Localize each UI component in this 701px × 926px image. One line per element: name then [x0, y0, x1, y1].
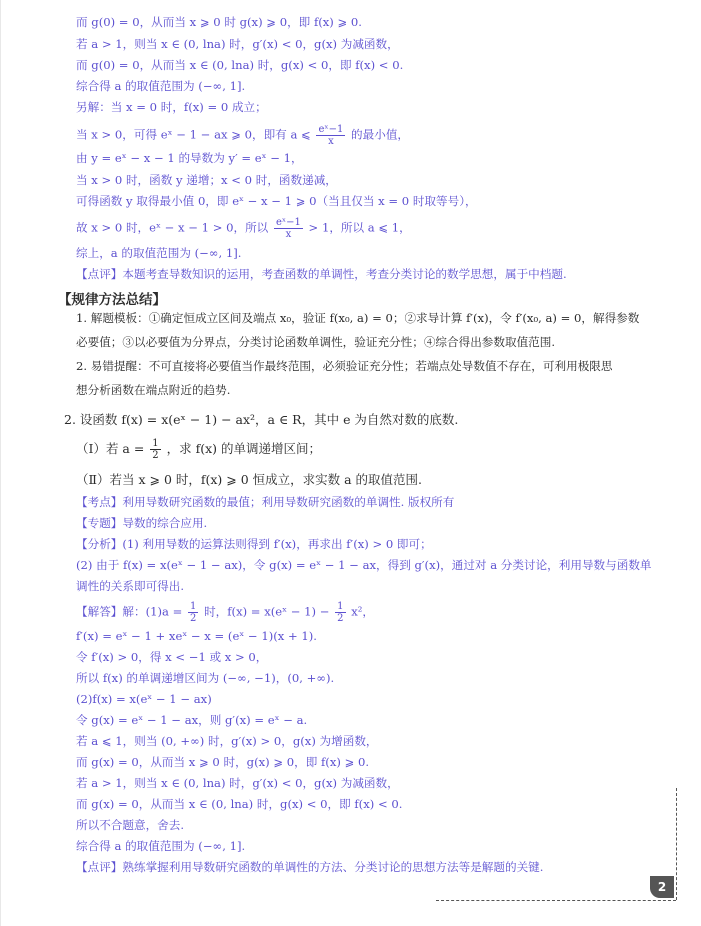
- fraction: [335, 601, 345, 624]
- fraction: [150, 438, 160, 461]
- problem-part-1: [76, 438, 321, 461]
- fraction-denominator: x: [285, 229, 292, 240]
- text-segment: 故 x > 0 时，eˣ − x − 1 > 0，所以: [76, 220, 269, 235]
- text-line: 而 g(x) = 0，从而当 x ⩾ 0 时，g(x) ⩾ 0，即 f(x) ⩾ 0.: [76, 755, 370, 769]
- text-line: 1. 解题模板：①确定恒成立区间及端点 x₀，验证 f(x₀, a) = 0；②求导计算 f′(x)，令 f′(x₀, a) = 0，解得参数: [76, 311, 640, 325]
- text-line: 【考点】利用导数研究函数的最值；利用导数研究函数的单调性. 版权所有: [76, 495, 455, 509]
- text-line: 所以不合题意，舍去.: [76, 818, 185, 832]
- text-line: 而 g(0) = 0，从而当 x ⩾ 0 时 g(x) ⩾ 0，即 f(x) ⩾ 0.: [76, 15, 362, 29]
- comment-line: 【点评】本题考查导数知识的运用，考查函数的单调性，考查分类讨论的数学思想，属于中档题.: [76, 267, 567, 281]
- text-line: 【专题】导数的综合应用.: [76, 516, 208, 530]
- text-line: 可得函数 y 取得最小值 0，即 eˣ − x − 1 ⩾ 0（当且仅当 x = 0 时取等号），: [76, 194, 477, 208]
- text-line: (2) 由于 f(x) = x(eˣ − 1 − ax)，令 g(x) = eˣ − 1 − ax，得到 g′(x)，通过对 a 分类讨论，利用导数与函数单: [76, 558, 652, 572]
- text-line: 所以 f(x) 的单调递增区间为 (−∞, −1)，(0, +∞).: [76, 671, 335, 685]
- fraction-numerator: eˣ−1: [318, 124, 344, 135]
- text-line: 【分析】(1) 利用导数的运算法则得到 f′(x)，再求出 f′(x) > 0 即可；: [76, 537, 432, 551]
- fraction: [188, 601, 198, 624]
- text-segment: 当 x > 0，可得 eˣ − 1 − ax ⩾ 0，即有 a ⩽: [76, 127, 311, 142]
- text-segment: x²，: [351, 604, 374, 619]
- text-segment: > 1，所以 a ⩽ 1，: [308, 220, 411, 235]
- problem-part-2: （Ⅱ）若当 x ⩾ 0 时，f(x) ⩾ 0 恒成立，求实数 a 的取值范围.: [76, 472, 423, 487]
- text-line: 而 g(0) = 0，从而当 x ∈ (0, lna) 时，g(x) < 0，即 f(x) < 0.: [76, 58, 404, 72]
- page-number: 2: [650, 876, 674, 898]
- fraction-denominator: x: [328, 136, 334, 147]
- text-line: 若 a ⩽ 1，则当 (0, +∞) 时，g′(x) > 0，g(x) 为增函数，: [76, 734, 378, 748]
- text-line: 综合得 a 的取值范围为 (−∞, 1].: [76, 839, 246, 853]
- text-line-with-fraction: [76, 124, 409, 147]
- text-segment: （Ⅰ）若 a =: [76, 441, 145, 456]
- text-line: 另解：当 x = 0 时，f(x) = 0 成立；: [76, 100, 267, 114]
- text-line-with-fraction: [76, 217, 411, 240]
- text-segment: ，求 f(x) 的单调递增区间；: [166, 441, 322, 456]
- text-line: 令 f′(x) > 0，得 x < −1 或 x > 0，: [76, 650, 268, 664]
- comment-line: 【点评】熟练掌握利用导数研究函数的单调性的方法、分类讨论的思想方法等是解题的关键.: [76, 860, 544, 874]
- page-border-dashed-right: [676, 788, 677, 900]
- fraction-numerator: 1: [337, 601, 344, 612]
- text-segment: 时，f(x) = x(eˣ − 1) −: [204, 604, 330, 619]
- text-line: 当 x > 0 时，函数 y 递增；x < 0 时，函数递减，: [76, 173, 337, 187]
- text-line: 调性的关系即可得出.: [76, 579, 185, 593]
- text-segment: 【解答】解：(1)a =: [76, 604, 183, 619]
- text-segment: 的最小值，: [351, 127, 410, 142]
- page-edge-rule: [0, 0, 1, 926]
- fraction-denominator: 2: [190, 613, 197, 624]
- fraction-numerator: 1: [190, 601, 197, 612]
- section-title: 【规律方法总结】: [58, 292, 166, 308]
- text-line: 综上，a 的取值范围为 (−∞, 1].: [76, 246, 242, 260]
- fraction-denominator: 2: [152, 450, 159, 461]
- text-line: 由 y = eˣ − x − 1 的导数为 y′ = eˣ − 1，: [76, 151, 303, 165]
- text-line-with-fraction: [76, 601, 374, 624]
- page-border-dashed-bottom: [436, 900, 676, 901]
- text-line: 2. 易错提醒：不可直接将必要值当作最终范围，必须验证充分性；若端点处导数值不存在，可利用极限思: [76, 359, 613, 373]
- text-line: 若 a > 1，则当 x ∈ (0, lna) 时，g′(x) < 0，g(x) 为减函数，: [76, 37, 399, 51]
- fraction-numerator: 1: [152, 438, 159, 449]
- text-line: 若 a > 1，则当 x ∈ (0, lna) 时，g′(x) < 0，g(x) 为减函数，: [76, 776, 399, 790]
- fraction-denominator: 2: [337, 613, 344, 624]
- fraction: [316, 124, 345, 147]
- text-line: (2)f(x) = x(eˣ − 1 − ax): [76, 692, 212, 706]
- text-line: 而 g(x) = 0，从而当 x ∈ (0, lna) 时，g(x) < 0，即 f(x) < 0.: [76, 797, 403, 811]
- text-line: 令 g(x) = eˣ − 1 − ax，则 g′(x) = eˣ − a.: [76, 713, 308, 727]
- text-line: f′(x) = eˣ − 1 + xeˣ − x = (eˣ − 1)(x + 1).: [76, 629, 317, 643]
- text-line: 综合得 a 的取值范围为 (−∞, 1].: [76, 79, 246, 93]
- text-line: 必要值；③以必要值为分界点，分类讨论函数单调性，验证充分性；④综合得出参数取值范围.: [76, 335, 556, 349]
- text-line: 想分析函数在端点附近的趋势.: [76, 383, 231, 397]
- problem-statement: 2. 设函数 f(x) = x(eˣ − 1) − ax²，a ∈ R，其中 e 为自然对数的底数.: [64, 412, 459, 427]
- fraction-numerator: eˣ−1: [275, 217, 301, 228]
- fraction: [274, 217, 303, 240]
